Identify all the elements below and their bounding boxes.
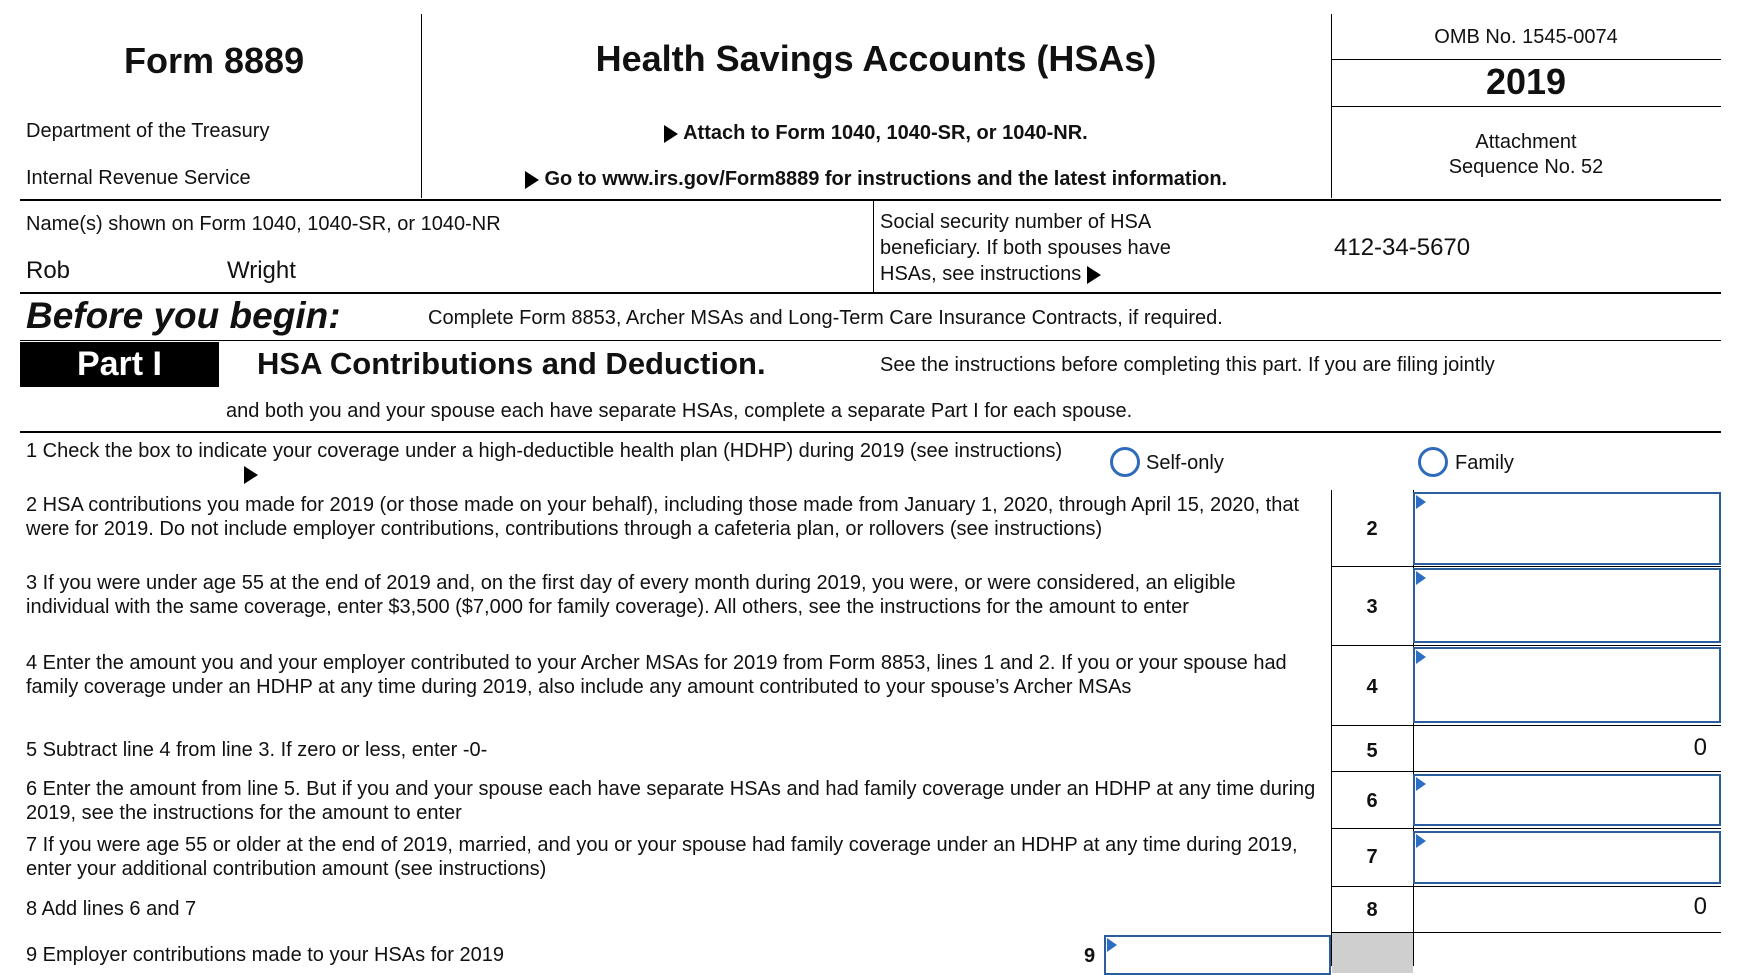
line-6-text: 6 Enter the amount from line 5. But if you and your spouse each have separate HSAs and had family coverage under an HDHP at any time during 2019, see the instructions for the amount to enter	[26, 778, 1316, 824]
arrow-right-icon	[1087, 266, 1101, 284]
line-4-number: 4	[1366, 676, 1378, 698]
before-you-begin-heading: Before you begin:	[26, 295, 341, 336]
line-8-number: 8	[1366, 899, 1378, 921]
line-1-text: 1 Check the box to indicate your coverage under a high-deductible health plan (HDHP) during 2019 (see instructions)	[26, 440, 1063, 462]
arrow-right-icon	[244, 466, 258, 484]
arrow-right-icon	[525, 171, 539, 189]
line-9-input[interactable]	[1104, 935, 1331, 975]
line-9-shaded-cell	[1332, 933, 1413, 973]
first-name-field[interactable]: Rob	[26, 257, 71, 284]
attachment-label: Attachment	[1475, 131, 1577, 153]
line-2-number: 2	[1366, 518, 1378, 540]
line-8-text: 8 Add lines 6 and 7	[26, 898, 197, 920]
line-3-number: 3	[1366, 596, 1378, 618]
line-3-text: 3 If you were under age 55 at the end of 2019 and, on the first day of every month during 2019, you were, or were considered, an eligible individual with the same coverage, enter $3,500 ($7,000 for family coverage). All others, see the instructions for the amount to enter	[26, 572, 1236, 618]
ssn-field[interactable]: 412-34-5670	[1334, 234, 1471, 261]
before-you-begin-text: Complete Form 8853, Archer MSAs and Long-Term Care Insurance Contracts, if required.	[428, 307, 1223, 329]
irs-label: Internal Revenue Service	[26, 167, 251, 189]
line-6-number: 6	[1366, 790, 1378, 812]
form-number: Form 8889	[124, 40, 305, 81]
line-7-input[interactable]	[1413, 831, 1721, 884]
part-badge-label: Part I	[76, 345, 163, 383]
part-note-1: See the instructions before completing this part. If you are filing jointly	[880, 354, 1495, 376]
sequence-number: Sequence No. 52	[1448, 156, 1604, 178]
ssn-label-line-1: Social security number of HSA	[880, 211, 1152, 233]
last-name-field[interactable]: Wright	[227, 257, 296, 284]
part-badge	[20, 342, 219, 386]
name-label: Name(s) shown on Form 1040, 1040-SR, or 1040-NR	[26, 213, 501, 235]
family-radio[interactable]	[1418, 447, 1448, 477]
part-title: HSA Contributions and Deduction.	[257, 346, 766, 381]
self-only-radio[interactable]	[1110, 447, 1140, 477]
ssn-label-line-3: HSAs, see instructions	[880, 262, 1101, 286]
line-5-number: 5	[1366, 740, 1378, 762]
line-9-number: 9	[1084, 945, 1096, 967]
form-title: Health Savings Accounts (HSAs)	[595, 38, 1157, 79]
line-8-value: 0	[1693, 893, 1707, 920]
ssn-label-line-2: beneficiary. If both spouses have	[880, 237, 1171, 259]
line-2-text: 2 HSA contributions you made for 2019 (or those made on your behalf), including those made from January 1, 2020, through April 15, 2020, that were for 2019. Do not include employer contributions, contributions through a cafeteria plan, or rollovers (see instructions)	[26, 494, 1299, 540]
attach-instruction: Attach to Form 1040, 1040-SR, or 1040-NR.	[421, 121, 1331, 145]
goto-instruction: Go to www.irs.gov/Form8889 for instructions and the latest information.	[421, 167, 1331, 191]
line-9-text: 9 Employer contributions made to your HSAs for 2019	[26, 944, 505, 966]
arrow-right-icon	[664, 125, 678, 143]
line-6-input[interactable]	[1413, 774, 1721, 826]
line-5-text: 5 Subtract line 4 from line 3. If zero or less, enter -0-	[26, 739, 488, 761]
line-2-input[interactable]	[1413, 492, 1721, 565]
family-label: Family	[1455, 452, 1514, 474]
line-7-text: 7 If you were age 55 or older at the end of 2019, married, and you or your spouse had family coverage under an HDHP at any time during 2019, enter your additional contribution amount (see instructions)	[26, 834, 1298, 880]
self-only-label: Self-only	[1146, 452, 1224, 474]
line-5-value: 0	[1693, 734, 1707, 761]
line-7-number: 7	[1366, 846, 1378, 868]
line-4-text: 4 Enter the amount you and your employer contributed to your Archer MSAs for 2019 from Form 8853, lines 1 and 2. If you or your spouse had family coverage under an HDHP at any time during 2019, also include any amount contributed to your spouse’s Archer MSAs	[26, 652, 1287, 698]
department-label: Department of the Treasury	[26, 120, 270, 142]
tax-year: 2019	[1485, 61, 1567, 102]
omb-number: OMB No. 1545-0074	[1434, 26, 1618, 48]
part-note-2: and both you and your spouse each have separate HSAs, complete a separate Part I for each spouse.	[226, 400, 1133, 422]
line-3-input[interactable]	[1413, 568, 1721, 643]
line-4-input[interactable]	[1413, 647, 1721, 723]
